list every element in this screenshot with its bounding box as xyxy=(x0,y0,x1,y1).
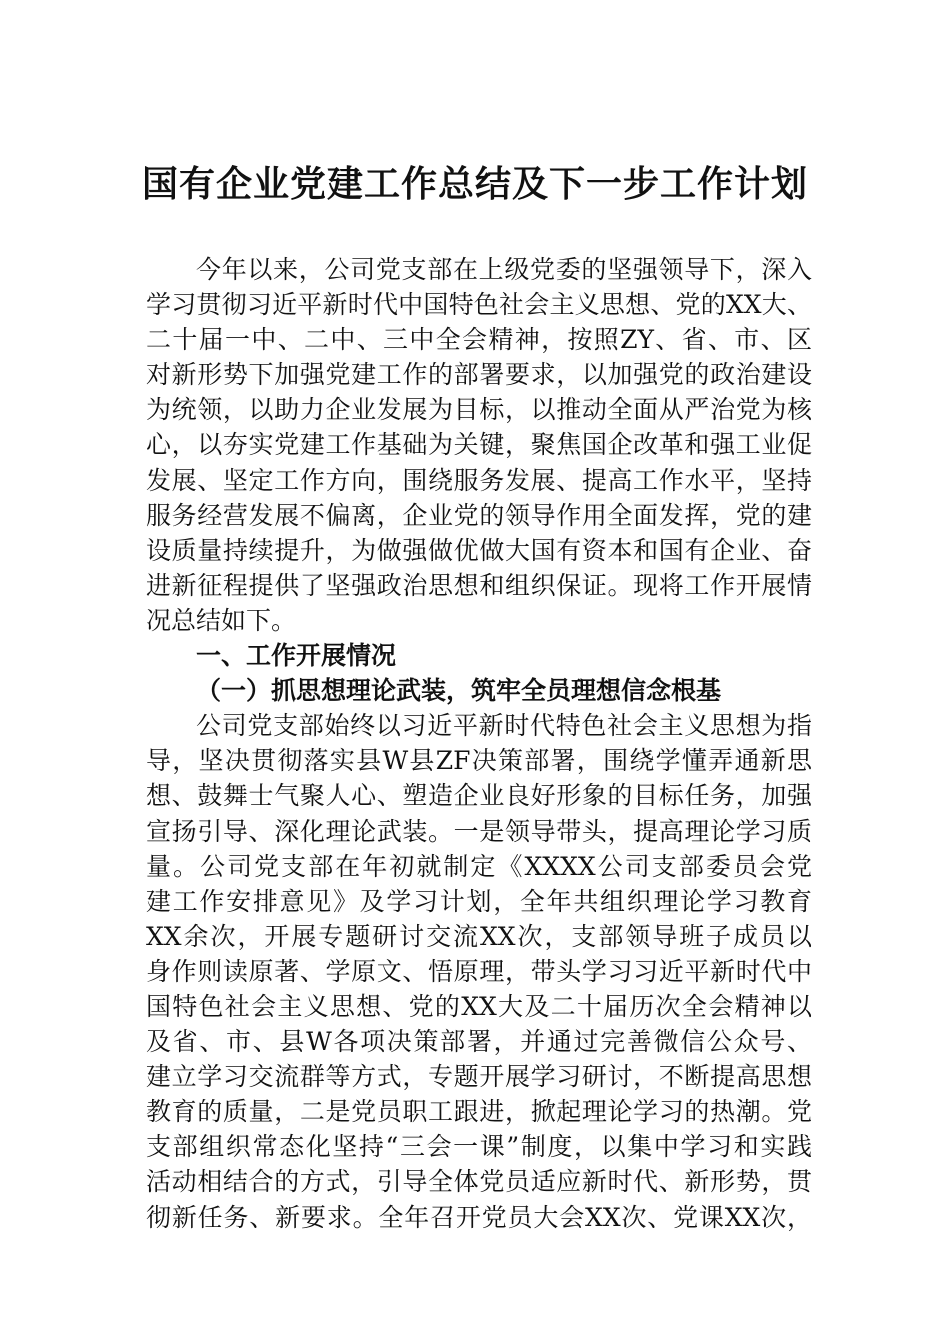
paragraph-line: 况总结如下。 xyxy=(146,605,297,635)
paragraph-line: 发展、坚定工作方向，围绕服务发展、提高工作水平，坚持 xyxy=(146,465,812,495)
paragraph-line: 宣扬引导、深化理论武装。一是领导带头，提高理论学习质 xyxy=(146,816,812,846)
document-body xyxy=(146,252,812,1235)
paragraph-line: 建立学习交流群等方式，专题开展学习研讨，不断提高思想 xyxy=(146,1062,812,1092)
paragraph-line: 心，以夯实党建工作基础为关键，聚焦国企改革和强工业促 xyxy=(146,430,812,460)
paragraph-line: XX余次，开展专题研讨交流XX次，支部领导班子成员以 xyxy=(146,921,812,951)
paragraph-line: 对新形势下加强党建工作的部署要求，以加强党的政治建设 xyxy=(146,360,812,390)
paragraph-line: 支部组织常态化坚持“三会一课”制度，以集中学习和实践 xyxy=(146,1132,812,1162)
paragraph-line: 活动相结合的方式，引导全体党员适应新时代、新形势，贯 xyxy=(146,1167,812,1197)
paragraph-line: 建工作安排意见》及学习计划，全年共组织理论学习教育 xyxy=(146,886,812,916)
paragraph-line: 身作则读原著、学原文、悟原理，带头学习习近平新时代中 xyxy=(146,956,812,986)
paragraph-line: 及省、市、县W各项决策部署，并通过完善微信公众号、 xyxy=(146,1027,812,1057)
paragraph-line: 二十届一中、二中、三中全会精神，按照ZY、省、市、区 xyxy=(146,325,812,355)
paragraph-line: 量。公司党支部在年初就制定《XXXX公司支部委员会党 xyxy=(146,851,812,881)
paragraph-line: 教育的质量，二是党员职工跟进，掀起理论学习的热潮。党 xyxy=(146,1097,812,1127)
document-title: 国有企业党建工作总结及下一步工作计划 xyxy=(141,163,808,205)
paragraph-line: 服务经营发展不偏离，企业党的领导作用全面发挥，党的建 xyxy=(146,500,812,530)
section-heading: 一、工作开展情况 xyxy=(196,641,397,671)
paragraph-line: 学习贯彻习近平新时代中国特色社会主义思想、党的XX大、 xyxy=(146,290,812,320)
paragraph-line: 设质量持续提升，为做强做优做大国有资本和国有企业、奋 xyxy=(146,535,812,565)
paragraph-line: 公司党支部始终以习近平新时代特色社会主义思想为指 xyxy=(196,711,812,741)
paragraph-line: 彻新任务、新要求。全年召开党员大会XX次、党课XX次， xyxy=(146,1202,812,1232)
paragraph-line: 导，坚决贯彻落实县W县ZF决策部署，围绕学懂弄通新思 xyxy=(146,746,812,776)
subsection-heading: （一）抓思想理论武装，筑牢全员理想信念根基 xyxy=(196,676,722,706)
paragraph-line: 进新征程提供了坚强政治思想和组织保证。现将工作开展情 xyxy=(146,570,812,600)
paragraph-line: 今年以来，公司党支部在上级党委的坚强领导下，深入 xyxy=(196,255,812,284)
paragraph-line: 想、鼓舞士气聚人心、塑造企业良好形象的目标任务，加强 xyxy=(146,781,812,811)
paragraph-line: 为统领，以助力企业发展为目标，以推动全面从严治党为核 xyxy=(146,395,812,425)
paragraph-line: 国特色社会主义思想、党的XX大及二十届历次全会精神以 xyxy=(146,991,812,1021)
